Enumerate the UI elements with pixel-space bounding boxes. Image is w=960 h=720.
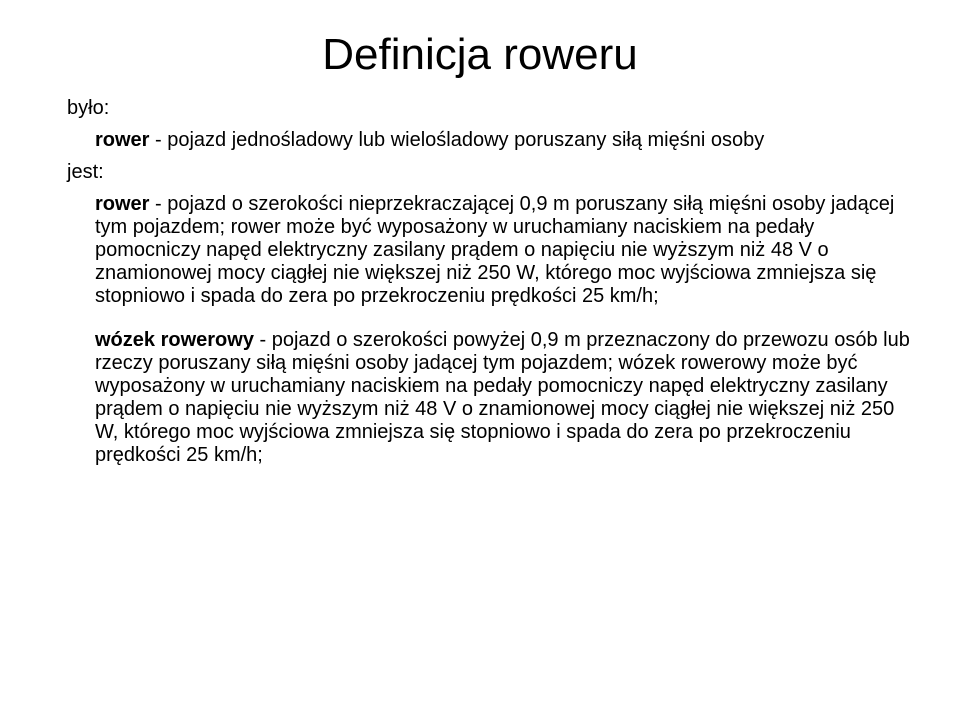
new-definition-rower	[95, 193, 917, 308]
slide-body	[67, 97, 917, 476]
was-label: było:	[67, 97, 110, 119]
definition-text: - pojazd o szerokości powyżej 0,9 m przeznaczony do przewozu osób lub rzeczy poruszany siłą mięśni osoby jadącej tym pojazdem; wózek rowerowy może być wyposażony w uruchamiany naciskiem na pedały pomocniczy napęd elektryczny zasilany prądem o napięciu nie wyższym niż 48 V o znamionowej mocy ciągłej nie większej niż 250 W, którego moc wyjściowa zmniejsza się stopniowo i spada do zera po przekroczeniu prędkości 25 km/h;	[95, 329, 910, 466]
definition-term: wózek rowerowy	[95, 329, 254, 351]
slide-title: Definicja roweru	[322, 30, 638, 79]
definition-text: - pojazd jednośladowy lub wielośladowy poruszany siłą mięśni osoby	[149, 129, 765, 151]
old-definition-rower	[95, 129, 917, 152]
definition-text: - pojazd o szerokości nieprzekraczającej 0,9 m poruszany siłą mięśni osoby jadącej tym pojazdem; rower może być wyposażony w uruchamiany naciskiem na pedały pomocniczy napęd elektryczny zasilany prądem o napięciu nie wyższym niż 48 V o znamionowej mocy ciągłej nie większej niż 250 W, którego moc wyjściowa zmniejsza się stopniowo i spada do zera po przekroczeniu prędkości 25 km/h;	[95, 193, 895, 307]
definition-term: rower	[95, 193, 150, 215]
definition-term: rower	[95, 129, 150, 151]
is-label: jest:	[67, 161, 104, 183]
new-definition-wozek-rowerowy	[95, 329, 917, 467]
